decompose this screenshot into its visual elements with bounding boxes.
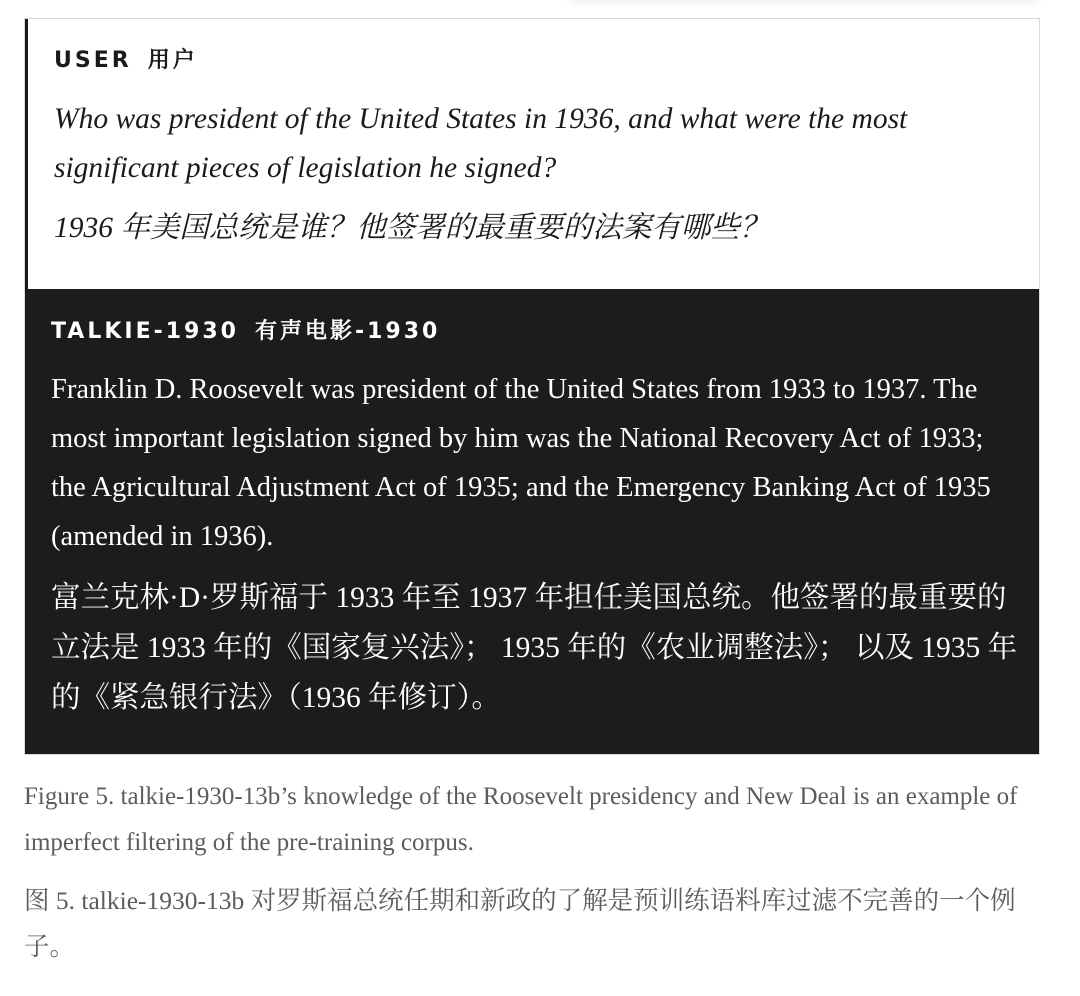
assistant-answer-en: Franklin D. Roosevelt was president of the United States from 1933 to 1937. The most important legislation signed by him was the National Recovery Act of 1933; the Agricultural Adjustment Act of 1935; and the Emergency Banking Act of 1935 (amended in 1936). — [51, 374, 991, 552]
assistant-label-en: TALKIE-1930 — [51, 319, 239, 344]
assistant-label-zh: 有声电影-1930 — [254, 319, 441, 344]
user-message — [25, 19, 1039, 289]
assistant-speaker-label — [51, 318, 440, 346]
user-speaker-label — [54, 47, 198, 75]
figure-caption-en: Figure 5. talkie-1930-13b’s knowledge of the Roosevelt presidency and New Deal is an example of imperfect filtering of the pre-training corpus. — [24, 783, 1018, 856]
figure-caption-zh: 图 5. talkie-1930-13b 对罗斯福总统任期和新政的了解是预训练语料库过滤不完善的一个例子。 — [24, 886, 1016, 961]
user-label-en: USER — [54, 48, 132, 73]
assistant-message — [25, 289, 1039, 754]
user-question-en: Who was president of the United States in 1936, and what were the most significant pieces of legislation he signed? — [54, 103, 908, 184]
user-question-zh: 1936 年美国总统是谁？他签署的最重要的法案有哪些？ — [54, 212, 770, 244]
user-label-zh: 用户 — [147, 48, 198, 73]
assistant-answer-zh: 富兰克林·D·罗斯福于 1933 年至 1937 年担任美国总统。他签署的最重要的立法是 1933 年的《国家复兴法》； 1935 年的《农业调整法》； 以及 1935 年的《紧急银行法》（1936 年修订）。 — [51, 582, 1018, 714]
chat-transcript-card — [24, 18, 1040, 755]
